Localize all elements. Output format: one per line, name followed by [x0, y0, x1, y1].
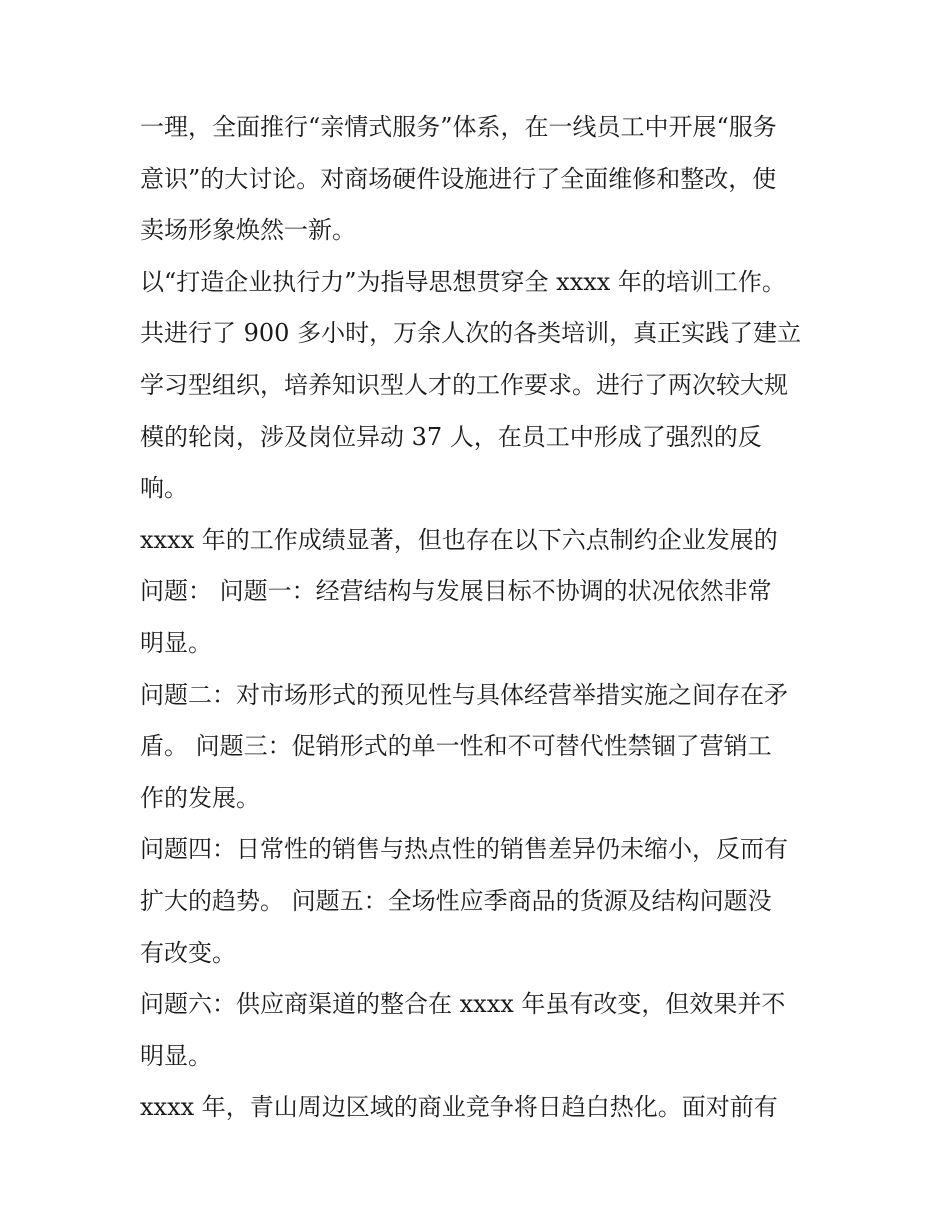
text-line: 卖场形象焕然一新。	[140, 216, 356, 245]
text-line: 明显。	[140, 1041, 212, 1070]
text-line: 盾。 问题三：促销形式的单一性和不可替代性禁锢了营销工	[140, 732, 772, 761]
text-line: 学习型组织，培养知识型人才的工作要求。进行了两次较大规	[140, 370, 788, 399]
text-line: xxxx 年，青山周边区域的商业竞争将日趋白热化。面对前有	[140, 1093, 778, 1122]
text-line: 有改变。	[140, 938, 236, 967]
text-line: 问题二：对市场形式的预见性与具体经营举措实施之间存在矛	[140, 680, 788, 709]
document-body	[140, 102, 830, 1134]
text-line: 扩大的趋势。 问题五：全场性应季商品的货源及结构问题没	[140, 886, 772, 915]
text-line: 以“打造企业执行力”为指导思想贯穿全 xxxx 年的培训工作。	[140, 267, 786, 296]
text-line: 模的轮岗，涉及岗位异动 37 人，在员工中形成了强烈的反	[140, 422, 762, 451]
text-line: 作的发展。	[140, 783, 260, 812]
text-line: 意识”的大讨论。对商场硬件设施进行了全面维修和整改，使	[140, 164, 777, 193]
text-line: 共进行了 900 多小时，万余人次的各类培训，真正实践了建立	[140, 319, 802, 348]
text-line: 响。	[140, 474, 188, 503]
text-line: 问题： 问题一：经营结构与发展目标不协调的状况依然非常	[140, 577, 772, 606]
text-line: 问题六：供应商渠道的整合在 xxxx 年虽有改变，但效果并不	[140, 990, 786, 1019]
text-line: 问题四：日常性的销售与热点性的销售差异仍未缩小，反而有	[140, 835, 788, 864]
text-line: 一理，全面推行“亲情式服务”体系，在一线员工中开展“服务	[140, 113, 777, 141]
text-line: 明显。	[140, 628, 212, 657]
text-line: xxxx 年的工作成绩显著，但也存在以下六点制约企业发展的	[140, 525, 778, 554]
